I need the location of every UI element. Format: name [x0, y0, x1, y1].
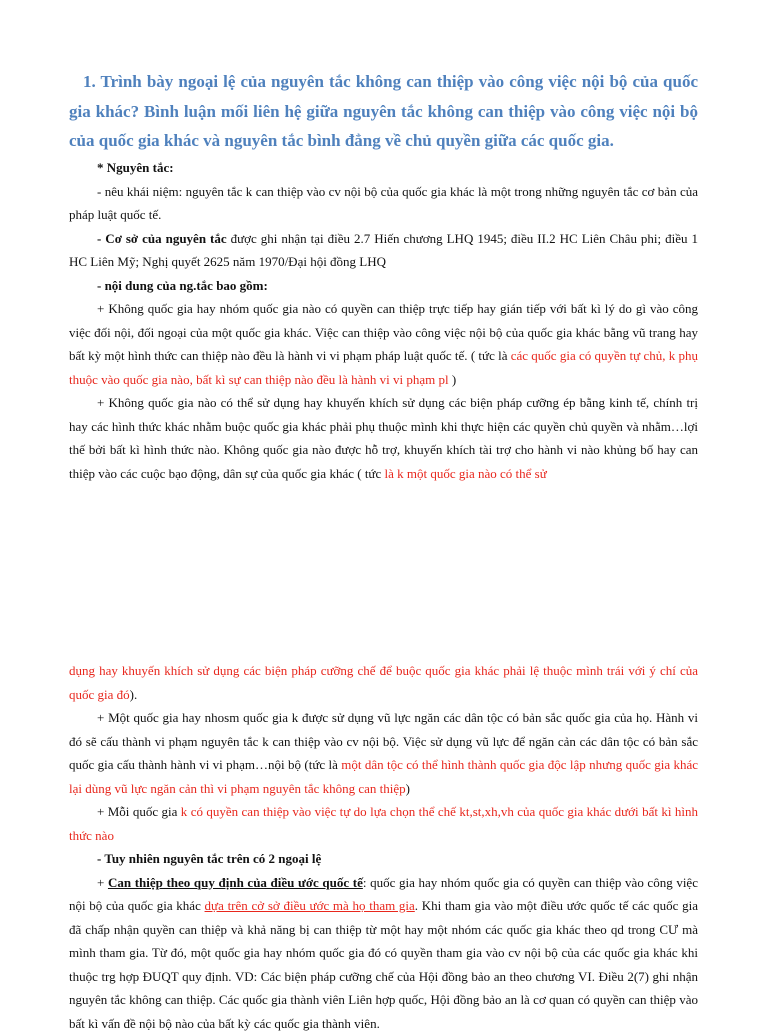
exception-1-title: Can thiệp theo quy định của điều ước quốc tế — [108, 875, 363, 890]
concept-paragraph: - nêu khái niệm: nguyên tắc k can thiệp vào cv nội bộ của quốc gia khác là một trong những nguyên tắc cơ bản của pháp luật quốc tế. — [69, 180, 698, 227]
highlight-text: dựa trên cở sở điều ước mà họ tham gia — [205, 898, 415, 913]
content-item-2-continued: dụng hay khuyến khích sử dụng các biện pháp cưỡng chế để buộc quốc gia khác phải lệ thuộc mình trái với ý chí của quốc gia đó). — [69, 659, 698, 706]
basis-label: - Cơ sở của nguyên tắc — [97, 231, 227, 246]
content-item-2: + Không quốc gia nào có thể sử dụng hay khuyến khích sử dụng các biện pháp cưỡng ép bằng kinh tế, chính trị hay các hình thức khác nhằm buộc quốc gia khác phải phụ thuộc mình khi thực hiện các quyền chủ quyền và nhằm…lợi thế bởi bất kì hình thức nào. Không quốc gia nào được hỗ trợ, khuyến khích tài trợ cho hành vi nào khủng bố hay can thiệp vào các cuộc bạo động, dân sự của quốc gia khác ( tức là k một quốc gia nào có thể sử — [69, 391, 698, 485]
content-item-3: + Một quốc gia hay nhosm quốc gia k được sử dụng vũ lực ngăn các dân tộc có bản sắc quốc gia của họ. Hành vi đó sẽ cấu thành vi phạm nguyên tắc k can thiệp vào cv nội bộ. Việc sử dụng vũ lực để ngăn cản các dân tộc có bản sắc quốc gia cấu thành hành vi vi phạm…nội bộ (tức là một dân tộc có thể hình thành quốc gia độc lập nhưng quốc gia khác lại dùng vũ lực ngăn cản thì vi phạm nguyên tắc không can thiệp) — [69, 706, 698, 800]
basis-paragraph: - Cơ sở của nguyên tắc được ghi nhận tại điều 2.7 Hiến chương LHQ 1945; điều II.2 HC Liên Châu phi; điều 1 HC Liên Mỹ; Nghị quyết 2625 năm 1970/Đại hội đồng LHQ — [69, 227, 698, 274]
highlight-text: là k một quốc gia nào có thể sử — [385, 466, 547, 481]
content-label: - nội dung của ng.tắc bao gồm: — [69, 274, 698, 298]
question-heading: 1. Trình bày ngoại lệ của nguyên tắc không can thiệp vào công việc nội bộ của quốc gia khác? Bình luận mối liên hệ giữa nguyên tắc không can thiệp vào công việc nội bộ của quốc gia khác và nguyên tắc bình đẳng về chủ quyền giữa các quốc gia. — [69, 67, 698, 156]
principle-label: * Nguyên tắc: — [69, 156, 698, 180]
content-item-4: + Mỗi quốc gia k có quyền can thiệp vào việc tự do lựa chọn thể chế kt,st,xh,vh của quốc gia khác dưới bất kì hình thức nào — [69, 800, 698, 847]
highlight-text: dụng hay khuyến khích sử dụng các biện pháp cưỡng chế để buộc quốc gia khác phải lệ thuộc mình trái với ý chí của quốc gia đó — [69, 663, 698, 702]
exception-1: + Can thiệp theo quy định của điều ước quốc tế: quốc gia hay nhóm quốc gia có quyền can thiệp vào công việc nội bộ của quốc gia khác dựa trên cở sở điều ước mà họ tham gia. Khi tham gia vào một điều ước quốc tế các quốc gia đã chấp nhận quyền can thiệp và khả năng bị can thiệp từ một hay một nhóm các quốc gia khác theo qd trong CƯ mà mình tham gia. Từ đó, một quốc gia hay nhóm quốc gia đó có quyền tham gia vào cv nội bộ của các quốc gia khác khi thuộc trg hợp ĐUQT quy định. VD: Các biện pháp cưỡng chế của Hội đồng bảo an theo chương VI. Điều 2(7) ghi nhận nguyên tắc không can thiệp. Các quốc gia thành viên Liên hợp quốc, Hội đồng bảo an là cơ quan có quyền can thiệp vào bất kì vấn đề nội bộ nào của bất kỳ các quốc gia thành viên. — [69, 871, 698, 1035]
highlight-text: một dân tộc có thể hình thành quốc gia độc lập nhưng quốc gia khác lại dùng vũ lực ngăn cản thì vi phạm nguyên tắc không can thiệp — [69, 757, 698, 796]
body-bottom — [69, 659, 698, 1035]
highlight-text: k có quyền can thiệp vào việc tự do lựa chọn thể chế kt,st,xh,vh của quốc gia khác dưới bất kì hình thức nào — [69, 804, 698, 843]
content-item-1: + Không quốc gia hay nhóm quốc gia nào có quyền can thiệp trực tiếp hay gián tiếp với bất kì lý do gì vào công việc đối nội, đối ngoại của một quốc gia khác. Việc can thiệp vào công việc nội bộ của quốc gia khác bằng vũ trang hay bất kỳ một hình thức can thiệp nào đều là hành vi vi phạm pháp luật quốc tế. ( tức là các quốc gia có quyền tự chủ, k phụ thuộc vào quốc gia nào, bất kì sự can thiệp nào đều là hành vi vi phạm pl ) — [69, 297, 698, 391]
highlight-text: các quốc gia có quyền tự chủ, k phụ thuộc vào quốc gia nào, bất kì sự can thiệp nào đều là hành vi vi phạm pl — [69, 348, 698, 387]
exceptions-label: - Tuy nhiên nguyên tắc trên có 2 ngoại lệ — [69, 847, 698, 871]
body-top — [69, 156, 698, 485]
